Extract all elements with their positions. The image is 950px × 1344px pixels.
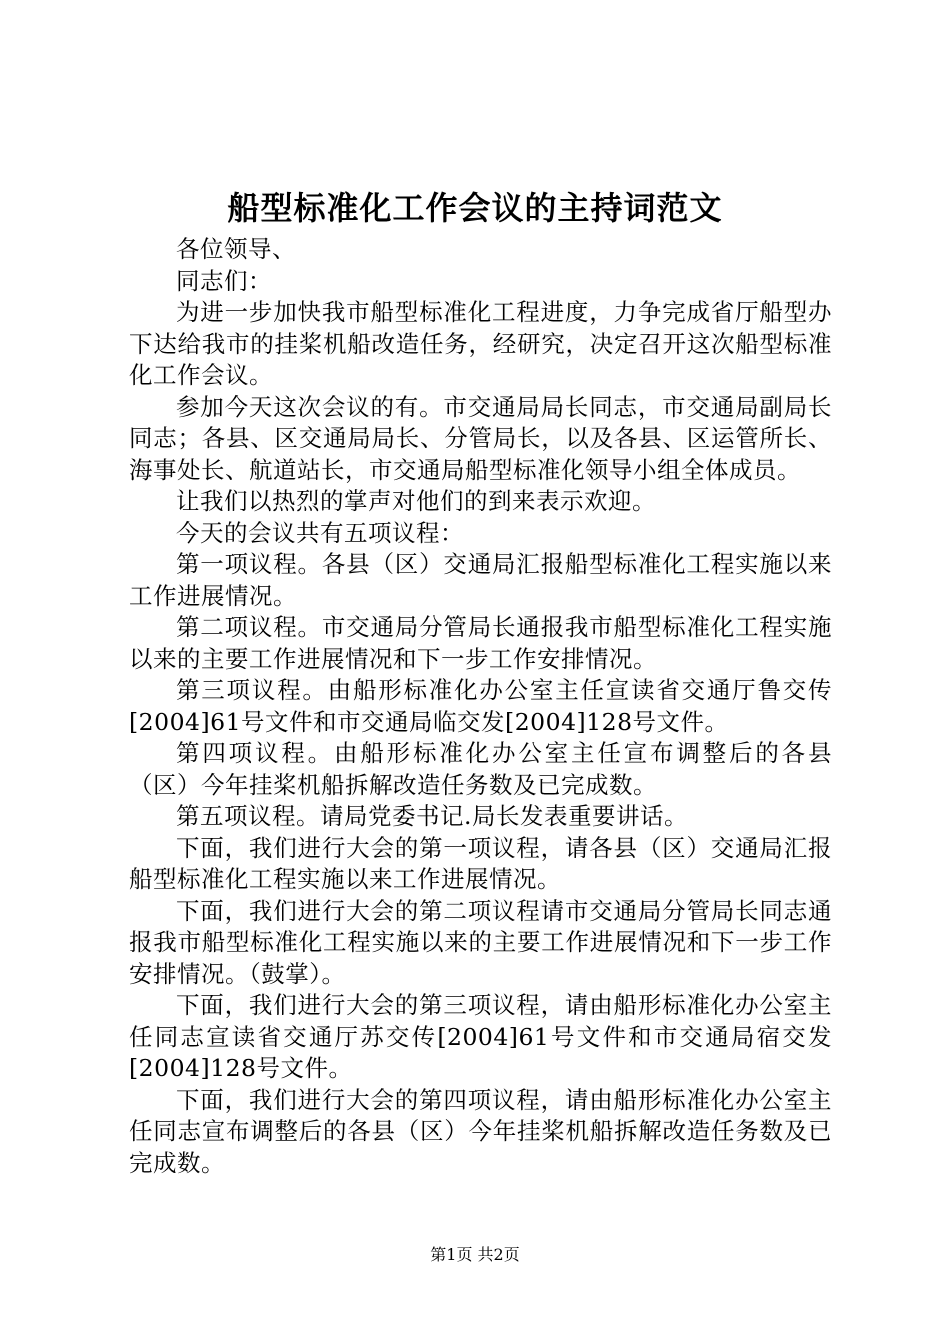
paragraph-agenda-intro: 今天的会议共有五项议程： <box>176 518 464 547</box>
paragraph-agenda-item-4: 第四项议程。由船形标准化办公室主任宣布调整后的各县（区）今年挂桨机船拆解改造任务数及已完成数。 <box>129 739 832 799</box>
document-body <box>129 234 832 1179</box>
page-number-footer: 第1页 共2页 <box>430 1245 520 1264</box>
paragraph-greeting-leaders: 各位领导、 <box>176 235 296 263</box>
paragraph-agenda-item-2: 第二项议程。市交通局分管局长通报我市船型标准化工程实施以来的主要工作进展情况和下一步工作安排情况。 <box>129 613 832 673</box>
paragraph-proceed-item-1: 下面，我们进行大会的第一项议程，请各县（区）交通局汇报船型标准化工程实施以来工作进展情况。 <box>129 833 832 893</box>
paragraph-attendees: 参加今天这次会议的有。市交通局局长同志，市交通局副局长同志；各县、区交通局局长、分管局长，以及各县、区运管所长、海事处长、航道站长，市交通局船型标准化领导小组全体成员。 <box>129 392 832 484</box>
paragraph-agenda-item-3: 第三项议程。由船形标准化办公室主任宣读省交通厅鲁交传[2004]61号文件和市交通局临交发[2004]128号文件。 <box>129 676 832 736</box>
paragraph-proceed-item-2: 下面，我们进行大会的第二项议程请市交通局分管局长同志通报我市船型标准化工程实施以来的主要工作进展情况和下一步工作安排情况。（鼓掌）。 <box>129 896 832 988</box>
paragraph-proceed-item-3: 下面，我们进行大会的第三项议程，请由船形标准化办公室主任同志宣读省交通厅苏交传[2004]61号文件和市交通局宿交发[2004]128号文件。 <box>129 991 832 1082</box>
paragraph-agenda-item-1: 第一项议程。各县（区）交通局汇报船型标准化工程实施以来工作进展情况。 <box>129 550 832 610</box>
document-title: 船型标准化工作会议的主持词范文 <box>227 189 723 227</box>
paragraph-greeting-comrades: 同志们： <box>176 266 272 295</box>
paragraph-proceed-item-4: 下面，我们进行大会的第四项议程，请由船形标准化办公室主任同志宣布调整后的各县（区）今年挂桨机船拆解改造任务数及已完成数。 <box>129 1085 832 1177</box>
paragraph-welcome: 让我们以热烈的掌声对他们的到来表示欢迎。 <box>176 487 656 515</box>
paragraph-purpose: 为进一步加快我市船型标准化工程进度，力争完成省厅船型办下达给我市的挂桨机船改造任务，经研究，决定召开这次船型标准化工作会议。 <box>129 298 832 389</box>
paragraph-agenda-item-5: 第五项议程。请局党委书记.局长发表重要讲话。 <box>176 802 688 830</box>
